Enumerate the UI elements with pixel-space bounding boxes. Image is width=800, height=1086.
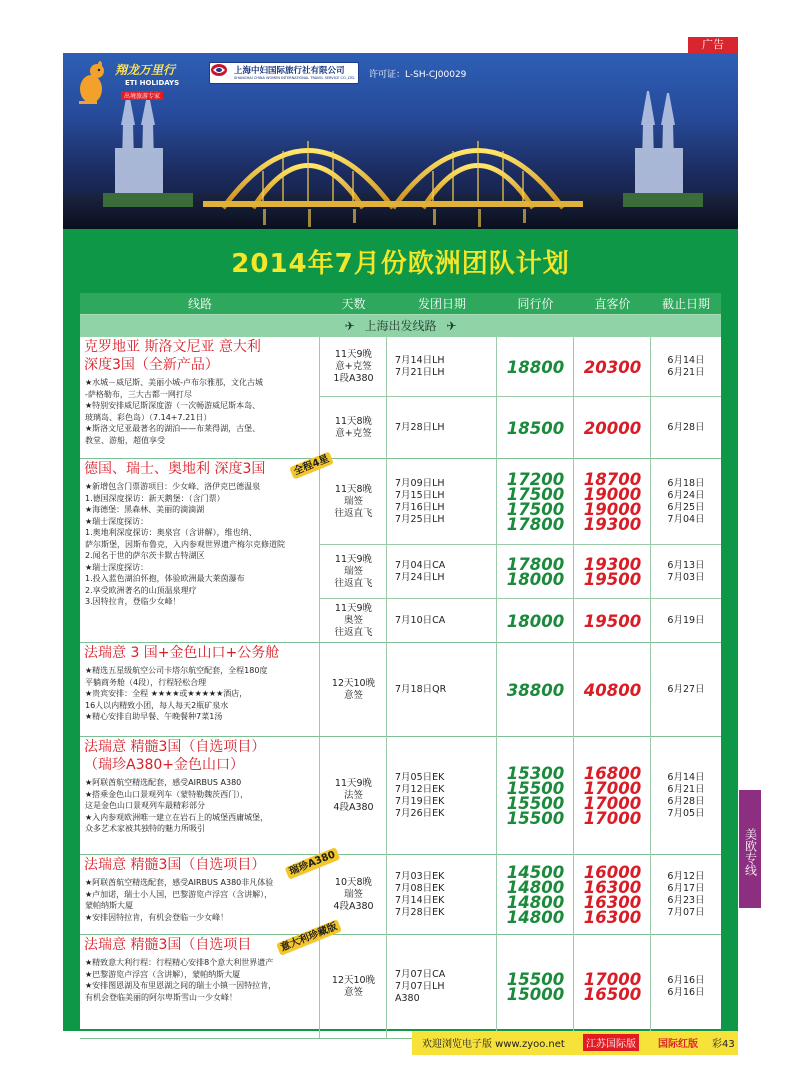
route-description-line: ★瑞士深度探访： <box>85 516 149 526</box>
tour-duration: 12天10晚 <box>331 975 376 986</box>
tour-duration: 法签 <box>343 790 363 801</box>
cutoff-date: 6月21日 <box>667 784 705 795</box>
peer-price: 18500 <box>506 418 565 438</box>
cutoff-date: 6月28日 <box>667 422 705 433</box>
departure-date: 7月28日LH <box>395 422 445 433</box>
peer-price-cell <box>497 855 574 935</box>
route-description-line: ★斯洛文尼亚最著名的湖泊——布莱得湖，古堡、 <box>85 424 261 433</box>
route-cell <box>80 453 331 642</box>
departure-date: 7月15日LH <box>395 490 445 501</box>
route-description-line: ★瑞士深度探访： <box>85 562 149 572</box>
peer-price: 17200 <box>506 470 565 489</box>
retail-price-cell <box>574 397 651 459</box>
peer-price: 38800 <box>506 680 565 700</box>
airplane-icon: ✈ <box>344 319 355 333</box>
cutoff-date: 6月16日 <box>667 975 705 986</box>
retail-price-cell <box>574 459 651 544</box>
tour-duration: 12天10晚 <box>331 678 376 689</box>
peer-price: 14800 <box>506 893 565 912</box>
route-cell <box>80 337 320 458</box>
departure-row <box>320 599 721 643</box>
route-description-line: 有机会登临美丽的阿尔卑斯雪山一少女峰！ <box>85 992 237 1002</box>
route-description-line: 1.投入蓝色湖泊怀抱，体验欧洲最大莱茵瀑布 <box>85 574 245 583</box>
retail-price: 19000 <box>583 485 642 504</box>
banner <box>63 53 738 229</box>
tour-duration: 瑞签 <box>343 889 363 900</box>
cutoff-date: 6月13日 <box>667 560 705 571</box>
route-description-line: 这是金色山口景观列车最精彩部分 <box>85 801 205 810</box>
tour-duration: 11天9晚 <box>334 349 373 360</box>
section-tab <box>739 790 761 908</box>
departure-date-cell <box>387 737 497 855</box>
departure-date: 7月07日CA <box>395 969 446 980</box>
route-description-line: 1.奥地利深度探访：奥泉宫（含讲解），维也纳、 <box>85 528 257 537</box>
departure-date: 7月09日LH <box>395 478 445 489</box>
route-title: 克罗地亚 斯洛文尼亚 意大利 <box>84 339 261 355</box>
tour-duration: 11天9晚 <box>334 778 373 789</box>
retail-price: 40800 <box>583 680 642 700</box>
route-title: 法瑞意 精髓3国（自选项目） <box>84 857 266 873</box>
departure-date: 7月03日EK <box>395 871 445 882</box>
route-title: 法瑞意 精髓3国（自选项目 <box>84 937 252 953</box>
departure-row <box>320 545 721 599</box>
peer-price: 15500 <box>506 779 565 798</box>
peer-price: 18000 <box>506 570 565 589</box>
company-english: SHANGHAI CHINA WOMEN INTERNATIONAL TRAVEL SERVICE CO.,LTD. <box>234 76 356 80</box>
departure-date: 7月08日EK <box>395 883 445 894</box>
peer-price: 14800 <box>506 908 565 927</box>
route-description-line: ★精心安排自助早餐、午晚餐种7菜1汤 <box>85 712 223 721</box>
footer-website[interactable]: 欢迎浏览电子版 www.zyoo.net <box>422 1039 565 1050</box>
tour-duration: 4段A380 <box>333 901 374 912</box>
cutoff-date: 6月21日 <box>667 367 705 378</box>
promo-badge: 瑞珍A380 <box>285 847 341 880</box>
departure-date: 7月14日EK <box>395 895 445 906</box>
route-cell <box>80 921 339 1038</box>
departure-row <box>320 397 721 459</box>
cutoff-date: 6月19日 <box>667 615 705 626</box>
retail-price: 19300 <box>583 515 642 534</box>
tour-duration: 10天8晚 <box>334 877 373 888</box>
departure-row <box>320 737 721 855</box>
departure-row <box>320 643 721 737</box>
route-title: 法瑞意 精髓3国（自选项目） <box>84 739 266 755</box>
departure-date: 7月25日LH <box>395 514 445 525</box>
promo-badge: 全程4星 <box>289 451 334 479</box>
company-badge <box>209 62 359 84</box>
peer-price: 17800 <box>506 515 565 534</box>
retail-price: 17000 <box>583 794 642 813</box>
kangaroo-icon <box>71 59 111 107</box>
footer <box>0 1031 800 1055</box>
retail-price: 16300 <box>583 893 642 912</box>
peer-price-cell <box>497 545 574 598</box>
tour-duration: 往返直飞 <box>334 508 373 519</box>
departure-row <box>320 459 721 545</box>
route-description-line: 平躺商务舱（4段），行程轻松合理 <box>85 677 207 687</box>
route-description-line: 2.享受欧洲著名的山顶温泉理疗 <box>85 585 197 595</box>
route-description-line: ★安排图恩湖及布里恩湖之间的瑞士小镇一因特拉肯， <box>85 981 277 990</box>
cutoff-date: 7月05日 <box>667 808 705 819</box>
peer-price: 15000 <box>506 985 565 1004</box>
tour-duration: 瑞签 <box>343 496 363 507</box>
peer-price: 15500 <box>506 794 565 813</box>
route-description-line: ★特别安排威尼斯深度游（一次畅游威尼斯本岛、 <box>85 401 261 410</box>
departure-date: 7月07日LH <box>395 981 445 992</box>
route-description-line: ★水城－威尼斯、美丽小城-卢布尔雅那，文化古城 <box>85 378 264 387</box>
route-cell <box>80 737 320 854</box>
departure-date-cell <box>387 935 497 1039</box>
departure-date: 7月16日LH <box>395 502 445 513</box>
company-name: 上海中妇国际旅行社有限公司 <box>234 66 345 76</box>
tour-duration: 11天8晚 <box>334 484 373 495</box>
retail-price: 16300 <box>583 908 642 927</box>
peer-price: 18800 <box>506 357 565 377</box>
route-description-line: 3.因特拉肯，登临少女峰！ <box>85 597 181 606</box>
page-number: 彩43 <box>712 1039 735 1050</box>
route-cell <box>80 643 320 736</box>
route-description-line: ★贵宾安排：全程 ★★★★或★★★★★酒店， <box>85 689 248 698</box>
departure-date: 7月10日CA <box>395 615 446 626</box>
tour-duration: 1段A380 <box>333 373 374 384</box>
cutoff-date: 6月16日 <box>667 987 705 998</box>
page-title: 2014年7月份欧洲团队计划 <box>231 249 570 279</box>
peer-price: 15300 <box>506 764 565 783</box>
departure-date: 7月05日EK <box>395 772 445 783</box>
tour-duration: 往返直飞 <box>334 578 373 589</box>
departure-date: 7月28日EK <box>395 907 445 918</box>
peer-price: 18000 <box>506 611 565 631</box>
cutoff-date: 6月23日 <box>667 895 705 906</box>
departure-date: 7月12日EK <box>395 784 445 795</box>
peer-price-cell <box>497 643 574 737</box>
departure-date-cell <box>387 545 497 598</box>
departure-date: 7月14日LH <box>395 355 445 366</box>
departure-date-cell <box>387 397 497 459</box>
route-description-line: ★安排因特拉肯，有机会登临一少女峰！ <box>85 912 229 922</box>
cutoff-date-cell <box>651 855 721 935</box>
cutoff-date-cell <box>651 935 721 1039</box>
peer-price: 17800 <box>506 555 565 574</box>
retail-price-cell <box>574 643 651 737</box>
cutoff-date: 7月03日 <box>667 572 705 583</box>
route-description-line: 萨尔斯堡，因斯布鲁克，入内参观世界遗产梅尔克修道院 <box>85 539 285 549</box>
tour-duration: 意+克签 <box>335 361 372 372</box>
route-description-line: 玻璃岛、彩色岛）（7.14+7.21日） <box>85 412 212 422</box>
cutoff-date: 6月14日 <box>667 772 705 783</box>
peer-price: 15500 <box>506 809 565 828</box>
retail-price: 16800 <box>583 764 642 783</box>
route-description-line: 2.闻名于世的萨尔茨卡默古特湖区 <box>85 551 205 560</box>
retail-price: 16000 <box>583 863 642 882</box>
cutoff-date: 6月12日 <box>667 871 705 882</box>
route-title: 深度3国（全新产品） <box>84 357 219 373</box>
departure-row <box>320 337 721 397</box>
retail-price-cell <box>574 737 651 855</box>
promo-badge: 意大利珍藏版 <box>276 919 342 956</box>
cutoff-date-cell <box>651 459 721 544</box>
route-description-line: ★巴黎游览卢浮宫（含讲解），蒙帕纳斯大厦 <box>85 969 241 979</box>
departure-date-cell <box>387 337 497 396</box>
retail-price: 17000 <box>583 779 642 798</box>
section-tab-label: 美欧专线 <box>743 828 758 876</box>
header-peer-price: 同行价 <box>517 297 554 311</box>
route-title: （瑞珍A380+金色山口） <box>84 757 245 773</box>
cutoff-date-cell <box>651 599 721 643</box>
tour-duration: 奥签 <box>343 615 363 626</box>
departure-date-cell <box>387 599 497 643</box>
departure-date: A380 <box>395 993 420 1004</box>
peer-price-cell <box>497 737 574 855</box>
header-departure: 发团日期 <box>417 297 466 311</box>
brand-name: 翔龙万里行 <box>115 63 176 77</box>
departure-date-cell <box>387 855 497 935</box>
tour-duration: 11天8晚 <box>334 416 373 427</box>
cutoff-date: 7月07日 <box>667 907 705 918</box>
table-body <box>80 337 721 1029</box>
peer-price-cell <box>497 459 574 544</box>
header-retail-price: 直客价 <box>594 297 631 311</box>
departure-row <box>320 855 721 935</box>
route-description-line: ★阿联酋航空精选配套，感受AIRBUS A380非凡体验 <box>85 878 274 887</box>
route-description-line: ★卢加诺，瑞士小人国，巴黎游览卢浮宫（含讲解）， <box>85 889 273 899</box>
cutoff-date-cell <box>651 643 721 737</box>
cutoff-date: 6月24日 <box>667 490 705 501</box>
departure-date: 7月18日QR <box>395 684 447 695</box>
tour-duration-cell <box>320 643 387 737</box>
retail-price-cell <box>574 599 651 643</box>
departure-date: 7月26日EK <box>395 808 445 819</box>
route-description-line: ★阿联酋航空精选配套，感受AIRBUS A380 <box>85 778 242 787</box>
cutoff-date-cell <box>651 545 721 598</box>
peer-price-cell <box>497 397 574 459</box>
table-header <box>80 293 721 315</box>
retail-price: 17000 <box>583 809 642 828</box>
ad-tag: 广告 <box>688 37 738 53</box>
brand-tagline: 出境旅游专家 <box>121 91 163 100</box>
tour-duration-cell <box>320 935 387 1039</box>
peer-price: 15500 <box>506 970 565 989</box>
route-description-line: ★精致意大利行程：行程精心安排8个意大利世界遗产 <box>85 958 274 967</box>
retail-price-cell <box>574 545 651 598</box>
departure-date: 7月04日CA <box>395 560 446 571</box>
cutoff-date: 6月27日 <box>667 684 705 695</box>
tour-duration: 11天9晚 <box>334 603 373 614</box>
route-cell <box>80 849 337 934</box>
route-description-line: ★新增包含门票游项目：少女峰、洛伊克巴德温泉 <box>85 482 261 491</box>
tour-duration-cell <box>320 459 387 544</box>
peer-price-cell <box>497 935 574 1039</box>
retail-price-cell <box>574 935 651 1039</box>
cutoff-date-cell <box>651 337 721 396</box>
route-description-line: ★入内参观欧洲唯一建立在岩石上的城堡西庸城堡， <box>85 812 269 822</box>
route-description-line: ★精选五星级航空公司卡塔尔航空配套，全程180度 <box>85 666 268 675</box>
route-description-line: ★海德堡：黑森林、美丽的滴滴湖 <box>85 505 205 514</box>
peer-price: 14500 <box>506 863 565 882</box>
peer-price: 14800 <box>506 878 565 897</box>
route-description-line: 众多艺术家被其独特的魅力所吸引 <box>85 824 205 833</box>
tour-duration: 意签 <box>343 690 363 701</box>
cutoff-date: 6月28日 <box>667 796 705 807</box>
footer-badge: 江苏国际版 <box>583 1034 639 1051</box>
retail-price: 19300 <box>583 555 642 574</box>
retail-price: 18700 <box>583 470 642 489</box>
tour-duration-cell <box>320 337 387 396</box>
peer-price: 17500 <box>506 485 565 504</box>
cutoff-date: 7月04日 <box>667 514 705 525</box>
departure-date-cell <box>387 643 497 737</box>
tour-duration: 瑞签 <box>343 566 363 577</box>
cutoff-date-cell <box>651 397 721 459</box>
departure-row <box>320 935 721 1039</box>
retail-price: 17000 <box>583 970 642 989</box>
brand-english: ETI HOLIDAYS <box>125 79 180 87</box>
retail-price: 19500 <box>583 570 642 589</box>
peer-price: 17500 <box>506 500 565 519</box>
route-title: 德国、瑞士、奥地利 深度3国 <box>84 461 266 477</box>
departure-date: 7月19日EK <box>395 796 445 807</box>
retail-price: 20300 <box>583 357 642 377</box>
route-description-line: 16人以内精致小团，每人每天2瓶矿泉水 <box>85 700 229 710</box>
tour-duration: 意签 <box>343 987 363 998</box>
route-description-line: 教堂、游船，超值享受 <box>85 435 165 445</box>
departure-date: 7月21日LH <box>395 367 445 378</box>
route-description-line: -萨格勒布，三大古都一网打尽 <box>85 389 192 399</box>
brand-logo <box>71 59 191 109</box>
route-title: 法瑞意 3 国+金色山口+公务舱 <box>84 645 280 661</box>
tour-duration-cell <box>320 545 387 598</box>
departure-city-label: 上海出发线路 <box>364 319 437 333</box>
tour-duration-cell <box>320 737 387 855</box>
peer-price-cell <box>497 337 574 396</box>
tour-duration: 11天9晚 <box>334 554 373 565</box>
route-description-line: ★搭乘金色山口景观列车（蒙特勒魏茨西门）， <box>85 789 249 799</box>
license-number: 许可证：L-SH-CJ00029 <box>369 70 467 80</box>
tour-duration: 4段A380 <box>333 802 374 813</box>
header-route: 线路 <box>187 297 212 311</box>
cutoff-date: 6月25日 <box>667 502 705 513</box>
retail-price: 20000 <box>583 418 642 438</box>
cutoff-date: 6月17日 <box>667 883 705 894</box>
retail-price: 19500 <box>583 611 642 631</box>
company-logo-icon <box>210 63 228 77</box>
header-cutoff: 截止日期 <box>661 297 710 311</box>
retail-price: 16300 <box>583 878 642 897</box>
cutoff-date: 6月18日 <box>667 478 705 489</box>
departure-city-row <box>80 315 721 337</box>
tour-duration-cell <box>320 397 387 459</box>
airplane-icon: ✈ <box>446 319 457 333</box>
cutoff-date-cell <box>651 737 721 855</box>
route-description-line: 蒙帕纳斯大厦 <box>85 901 133 910</box>
footer-edition: 国际红版 <box>658 1039 698 1050</box>
route-description-line: 1.德国深度探访：新天鹅堡：（含门票） <box>85 493 225 503</box>
peer-price-cell <box>497 599 574 643</box>
retail-price: 19000 <box>583 500 642 519</box>
retail-price-cell <box>574 855 651 935</box>
tour-duration: 意+克签 <box>335 428 372 439</box>
header-days: 天数 <box>341 297 366 311</box>
itinerary-page <box>63 53 738 1031</box>
retail-price-cell <box>574 337 651 396</box>
departure-date: 7月24日LH <box>395 572 445 583</box>
tour-duration: 往返直飞 <box>334 627 373 638</box>
departure-date-cell <box>387 459 497 544</box>
tour-duration-cell <box>320 599 387 643</box>
cutoff-date: 6月14日 <box>667 355 705 366</box>
retail-price: 16500 <box>583 985 642 1004</box>
